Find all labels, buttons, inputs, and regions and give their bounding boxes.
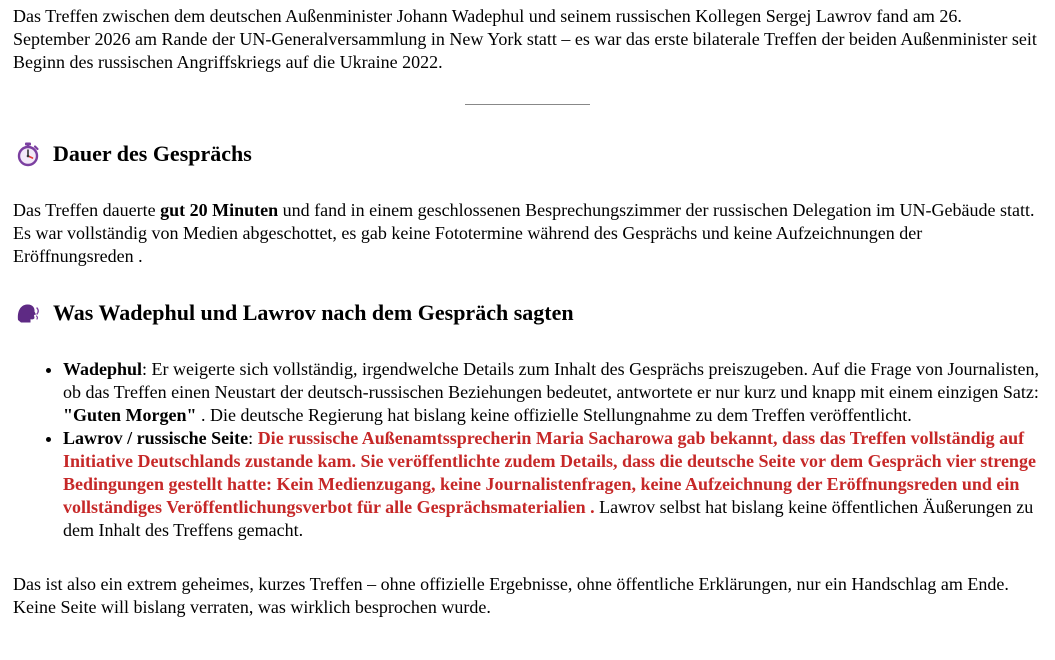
stopwatch-icon <box>15 141 41 167</box>
item-label: Wadephul <box>63 359 143 379</box>
duration-value: gut 20 Minuten <box>160 200 279 220</box>
text-segment: . Die deutsche Regierung hat bislang keine offizielle Stellungnahme zu dem Treffen veröffentlicht. <box>196 405 912 425</box>
text-segment: und fand in einem geschlossenen Besprechungszimmer der russischen Delegation im UN-Gebäude statt. Es war vollständig von Medien abgeschottet, es gab keine Fototermine während des Gesprächs und keine Aufzeichnungen der Eröffnungsreden . <box>13 200 1035 266</box>
intro-paragraph: Das Treffen zwischen dem deutschen Außenminister Johann Wadephul und seinem russischen Kollegen Sergej Lawrov fand am 26. September 2026 am Rande der UN-Generalversammlung in New York statt – es war das erste bilaterale Treffen der beiden Außenminister seit Beginn des russischen Angriffskriegs auf die Ukraine 2022. <box>13 6 1037 72</box>
section-title: Was Wadephul und Lawrov nach dem Gespräch sagten <box>53 300 574 325</box>
list-item-lawrov <box>63 427 1042 542</box>
text-segment: Lawrov selbst hat bislang keine öffentlichen Äußerungen zu dem Inhalt des Treffens gemacht. <box>63 497 1034 540</box>
section-title: Dauer des Gesprächs <box>53 141 252 166</box>
text-segment: : Er weigerte sich vollständig, irgendwelche Details zum Inhalt des Gesprächs preiszugeben. Auf die Frage von Journalisten, ob das Treffen einen Neustart der deutsch-russischen Beziehungen bedeutet, antwortete er nur kurz und knapp mit einem einzigen Satz: <box>63 359 1039 402</box>
section-heading-dauer <box>13 140 1042 168</box>
item-label: Lawrov / russische Seite <box>63 428 249 448</box>
speaking-head-icon <box>15 300 41 326</box>
quote: "Guten Morgen" <box>63 405 197 425</box>
statements-list <box>13 358 1042 542</box>
conclusion-paragraph: Das ist also ein extrem geheimes, kurzes Treffen – ohne offizielle Ergebnisse, ohne öffentliche Erklärungen, nur ein Handschlag am Ende. Keine Seite will bislang verraten, was wirklich besprochen wurde. <box>13 574 1009 617</box>
section-heading-statements <box>13 299 1042 327</box>
separator: : <box>248 428 258 448</box>
horizontal-divider <box>465 104 590 105</box>
text-segment: Das Treffen dauerte <box>13 200 161 220</box>
highlighted-statement: Die russische Außenamtssprecherin Maria Sacharowa gab bekannt, dass das Treffen vollständig auf Initiative Deutschlands zustande kam. Sie veröffentlichte zudem Details, dass die deutsche Seite vor dem Gespräch vier strenge Bedingungen gestellt hatte: Kein Medienzugang, keine Journalistenfragen, keine Aufzeichnung der Eröffnungsreden und ein vollständiges Veröffentlichungsverbot für alle Gesprächsmaterialien . <box>63 428 1036 517</box>
duration-paragraph <box>13 199 1042 268</box>
list-item-wadephul <box>63 358 1042 427</box>
